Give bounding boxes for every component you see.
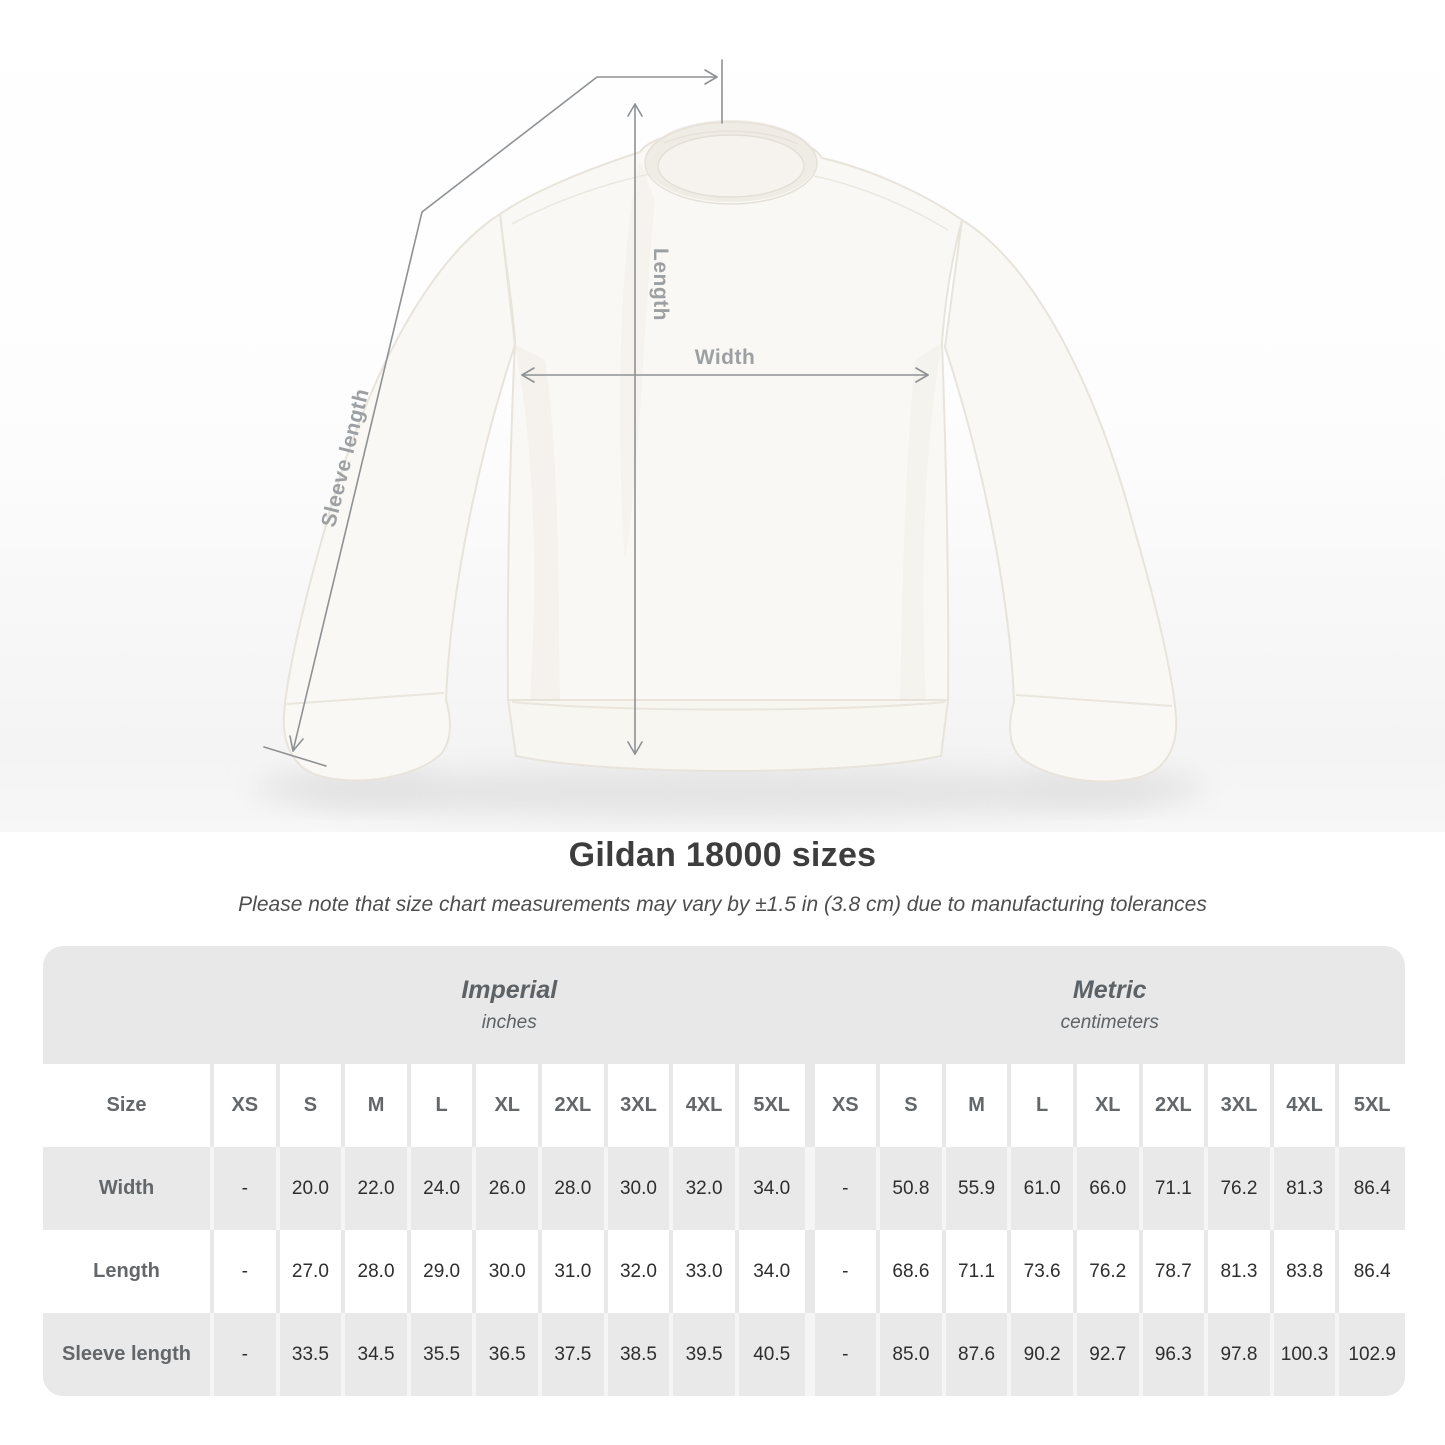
value-cell: 96.3	[1143, 1313, 1209, 1396]
value-cell: 73.6	[1011, 1230, 1077, 1313]
value-cell: 55.9	[946, 1147, 1012, 1230]
value-cell: 40.5	[739, 1313, 805, 1396]
value-cell: 76.2	[1077, 1230, 1143, 1313]
group-gap-cell	[805, 1230, 815, 1313]
row-label: Width	[43, 1147, 214, 1230]
metric-unit: centimeters	[1060, 1012, 1159, 1033]
metric-title: Metric	[1072, 976, 1147, 1004]
size-header-cell: M	[946, 1064, 1012, 1147]
value-cell: 83.8	[1274, 1230, 1340, 1313]
value-cell: 39.5	[673, 1313, 739, 1396]
row-label: Sleeve length	[43, 1313, 214, 1396]
metric-group-header	[815, 976, 1406, 1034]
value-cell: 37.5	[542, 1313, 608, 1396]
value-cell: 35.5	[411, 1313, 477, 1396]
value-cell: 87.6	[946, 1313, 1012, 1396]
value-cell: 76.2	[1208, 1147, 1274, 1230]
value-cell: 28.0	[542, 1147, 608, 1230]
value-cell: 68.6	[880, 1230, 946, 1313]
imperial-unit: inches	[481, 1012, 537, 1033]
width-label: Width	[694, 346, 756, 369]
value-cell: 26.0	[476, 1147, 542, 1230]
size-header-cell: 5XL	[739, 1064, 805, 1147]
value-cell: -	[214, 1230, 280, 1313]
group-gap-cell	[805, 1313, 815, 1396]
value-cell: 30.0	[608, 1147, 674, 1230]
imperial-group-header	[214, 976, 805, 1034]
value-cell: 33.5	[280, 1313, 346, 1396]
collar-band	[658, 135, 804, 197]
value-cell: 102.9	[1339, 1313, 1405, 1396]
size-header-cell: 3XL	[1208, 1064, 1274, 1147]
sweatshirt-body	[500, 129, 962, 700]
value-cell: 29.0	[411, 1230, 477, 1313]
value-cell: -	[214, 1147, 280, 1230]
length-label: Length	[649, 248, 672, 321]
size-header-cell: 2XL	[542, 1064, 608, 1147]
size-header-cell: 4XL	[1274, 1064, 1340, 1147]
size-header-cell: XS	[214, 1064, 280, 1147]
value-cell: 86.4	[1339, 1230, 1405, 1313]
value-cell: 33.0	[673, 1230, 739, 1313]
value-cell: 32.0	[608, 1230, 674, 1313]
value-cell: 36.5	[476, 1313, 542, 1396]
value-cell: 86.4	[1339, 1147, 1405, 1230]
value-cell: 24.0	[411, 1147, 477, 1230]
size-header-cell: L	[1011, 1064, 1077, 1147]
value-cell: 28.0	[345, 1230, 411, 1313]
value-cell: 78.7	[1143, 1230, 1209, 1313]
value-cell: 81.3	[1274, 1147, 1340, 1230]
value-cell: -	[214, 1313, 280, 1396]
value-cell: 34.0	[739, 1147, 805, 1230]
size-grid	[43, 1064, 1405, 1396]
value-cell: -	[815, 1147, 881, 1230]
value-cell: 92.7	[1077, 1313, 1143, 1396]
value-cell: 50.8	[880, 1147, 946, 1230]
size-header-cell: 3XL	[608, 1064, 674, 1147]
value-cell: 81.3	[1208, 1230, 1274, 1313]
size-header-cell: S	[880, 1064, 946, 1147]
size-header-cell: 5XL	[1339, 1064, 1405, 1147]
value-cell: 32.0	[673, 1147, 739, 1230]
page-subtitle: Please note that size chart measurements may vary by ±1.5 in (3.8 cm) due to manufacturing tolerances	[238, 893, 1207, 916]
hem-band	[508, 700, 948, 771]
value-cell: 38.5	[608, 1313, 674, 1396]
value-cell: 71.1	[1143, 1147, 1209, 1230]
row-label: Length	[43, 1230, 214, 1313]
size-chart-table	[43, 946, 1405, 1396]
size-header-cell: XL	[1077, 1064, 1143, 1147]
table-group-headers	[43, 946, 1405, 1064]
sleeve-length-label: Sleeve length	[317, 386, 374, 530]
value-cell: 71.1	[946, 1230, 1012, 1313]
value-cell: 85.0	[880, 1313, 946, 1396]
value-cell: 34.0	[739, 1230, 805, 1313]
value-cell: 61.0	[1011, 1147, 1077, 1230]
size-header-cell: XL	[476, 1064, 542, 1147]
page-title: Gildan 18000 sizes	[568, 836, 877, 874]
value-cell: 90.2	[1011, 1313, 1077, 1396]
imperial-title: Imperial	[461, 976, 558, 1004]
value-cell: 22.0	[345, 1147, 411, 1230]
value-cell: 97.8	[1208, 1313, 1274, 1396]
value-cell: -	[815, 1230, 881, 1313]
value-cell: 34.5	[345, 1313, 411, 1396]
size-header-cell: 2XL	[1143, 1064, 1209, 1147]
group-gap-cell	[805, 1064, 815, 1147]
value-cell: 27.0	[280, 1230, 346, 1313]
size-header-cell: M	[345, 1064, 411, 1147]
value-cell: 30.0	[476, 1230, 542, 1313]
size-header-cell: L	[411, 1064, 477, 1147]
size-header-cell: S	[280, 1064, 346, 1147]
value-cell: 100.3	[1274, 1313, 1340, 1396]
value-cell: 66.0	[1077, 1147, 1143, 1230]
value-cell: 31.0	[542, 1230, 608, 1313]
group-gap-cell	[805, 1147, 815, 1230]
size-column-header: Size	[43, 1064, 214, 1147]
size-header-cell: 4XL	[673, 1064, 739, 1147]
value-cell: -	[815, 1313, 881, 1396]
size-header-cell: XS	[815, 1064, 881, 1147]
value-cell: 20.0	[280, 1147, 346, 1230]
